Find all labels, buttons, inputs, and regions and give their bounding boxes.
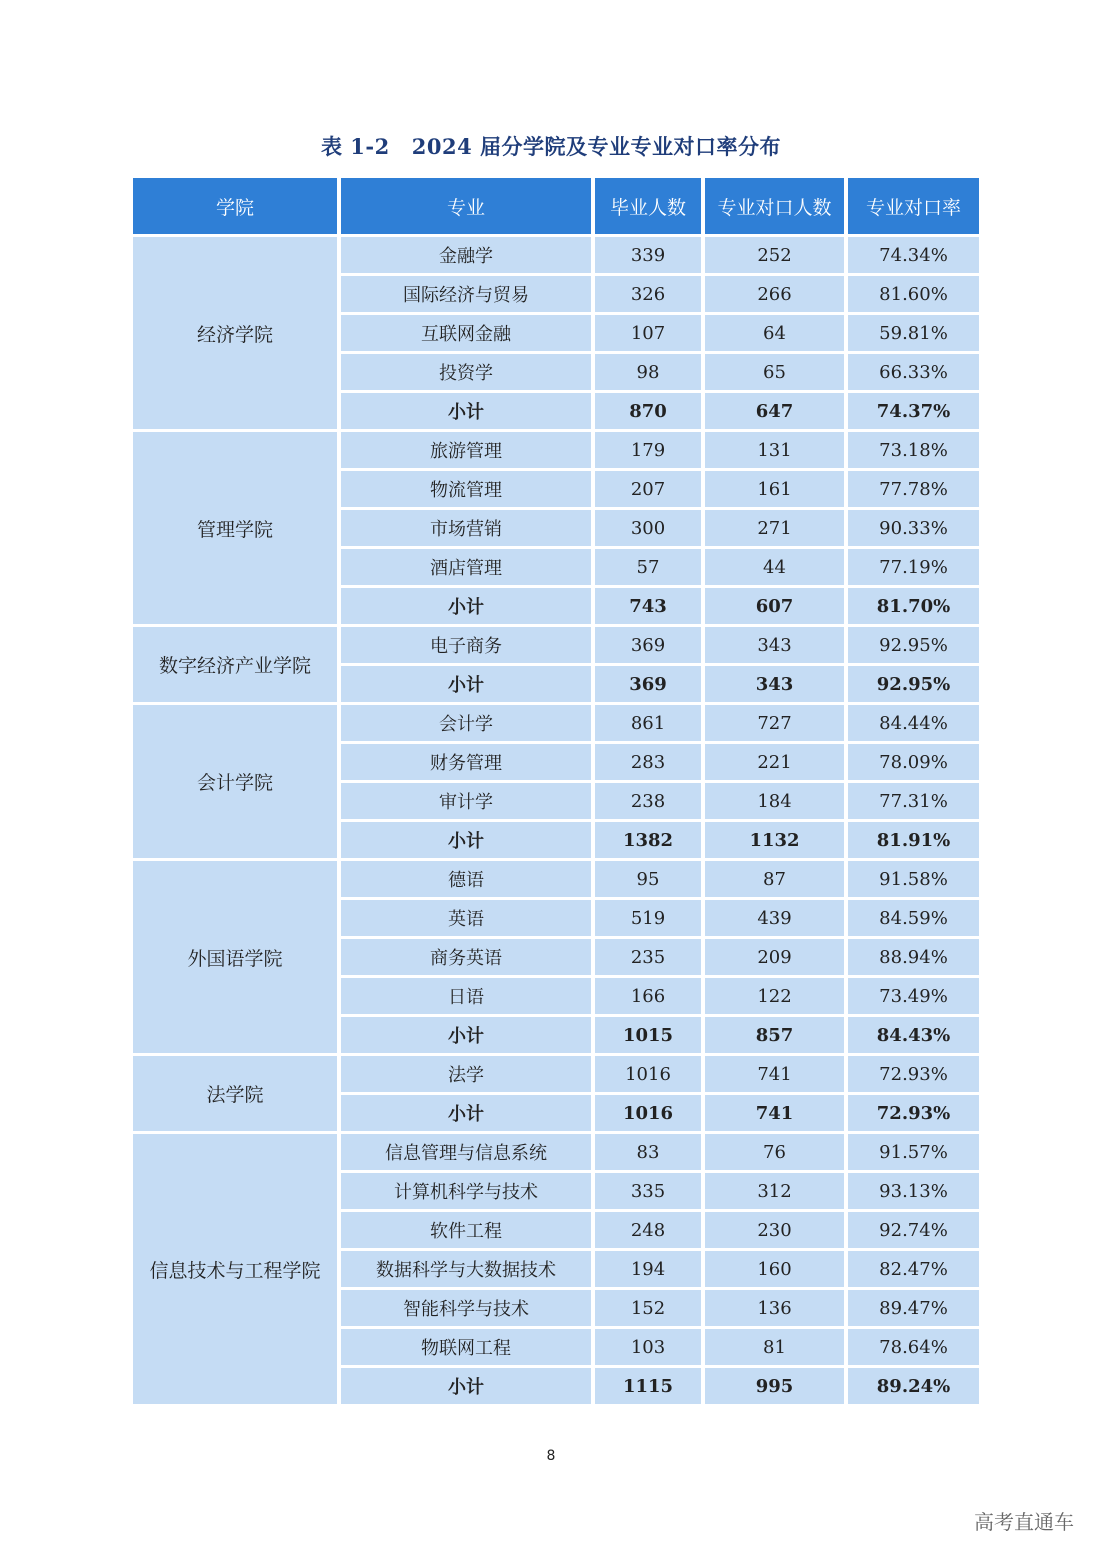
- graduates-cell: 861: [595, 705, 701, 741]
- match-rate-cell: 66.33%: [848, 354, 979, 390]
- table-title-text: 2024 届分学院及专业专业对口率分布: [411, 134, 782, 159]
- table-row: [133, 1134, 979, 1170]
- major-cell: 信息管理与信息系统: [341, 1134, 591, 1170]
- graduates-cell: 519: [595, 900, 701, 936]
- major-cell: 金融学: [341, 237, 591, 273]
- table-row: [133, 627, 979, 663]
- table-row: [133, 1056, 979, 1092]
- matched-cell: 727: [705, 705, 844, 741]
- major-cell: 国际经济与贸易: [341, 276, 591, 312]
- matched-cell: 64: [705, 315, 844, 351]
- table-row: [133, 237, 979, 273]
- graduates-cell: 57: [595, 549, 701, 585]
- matched-cell: 209: [705, 939, 844, 975]
- header-match-rate: 专业对口率: [848, 178, 979, 234]
- major-cell: 市场营销: [341, 510, 591, 546]
- subtotal-graduates-cell: 743: [595, 588, 701, 624]
- match-rate-cell: 91.58%: [848, 861, 979, 897]
- subtotal-rate-cell: 92.95%: [848, 666, 979, 702]
- table-row: [133, 861, 979, 897]
- match-rate-cell: 73.18%: [848, 432, 979, 468]
- major-cell: 物流管理: [341, 471, 591, 507]
- match-rate-cell: 77.19%: [848, 549, 979, 585]
- table-title: [0, 131, 1102, 161]
- subtotal-rate-cell: 72.93%: [848, 1095, 979, 1131]
- header-matched: 专业对口人数: [705, 178, 844, 234]
- major-cell: 互联网金融: [341, 315, 591, 351]
- college-name-cell: 管理学院: [133, 432, 337, 624]
- graduates-cell: 194: [595, 1251, 701, 1287]
- subtotal-graduates-cell: 369: [595, 666, 701, 702]
- subtotal-label-cell: 小计: [341, 666, 591, 702]
- graduates-cell: 98: [595, 354, 701, 390]
- graduates-cell: 179: [595, 432, 701, 468]
- subtotal-matched-cell: 995: [705, 1368, 844, 1404]
- match-rate-cell: 84.44%: [848, 705, 979, 741]
- major-cell: 审计学: [341, 783, 591, 819]
- match-rate-cell: 89.47%: [848, 1290, 979, 1326]
- matched-cell: 76: [705, 1134, 844, 1170]
- subtotal-label-cell: 小计: [341, 1095, 591, 1131]
- header-college: 学院: [133, 178, 337, 234]
- graduates-cell: 103: [595, 1329, 701, 1365]
- graduates-cell: 369: [595, 627, 701, 663]
- subtotal-graduates-cell: 870: [595, 393, 701, 429]
- college-name-cell: 法学院: [133, 1056, 337, 1131]
- major-cell: 商务英语: [341, 939, 591, 975]
- graduates-cell: 300: [595, 510, 701, 546]
- graduates-cell: 83: [595, 1134, 701, 1170]
- graduates-cell: 248: [595, 1212, 701, 1248]
- major-cell: 电子商务: [341, 627, 591, 663]
- subtotal-graduates-cell: 1015: [595, 1017, 701, 1053]
- match-rate-cell: 88.94%: [848, 939, 979, 975]
- major-cell: 软件工程: [341, 1212, 591, 1248]
- match-rate-cell: 82.47%: [848, 1251, 979, 1287]
- matched-cell: 439: [705, 900, 844, 936]
- graduates-cell: 166: [595, 978, 701, 1014]
- graduates-cell: 207: [595, 471, 701, 507]
- graduates-cell: 283: [595, 744, 701, 780]
- match-rate-cell: 78.09%: [848, 744, 979, 780]
- matched-cell: 161: [705, 471, 844, 507]
- subtotal-rate-cell: 89.24%: [848, 1368, 979, 1404]
- matched-cell: 271: [705, 510, 844, 546]
- match-rate-cell: 72.93%: [848, 1056, 979, 1092]
- match-rate-cell: 77.31%: [848, 783, 979, 819]
- match-rate-cell: 74.34%: [848, 237, 979, 273]
- subtotal-label-cell: 小计: [341, 393, 591, 429]
- subtotal-label-cell: 小计: [341, 1368, 591, 1404]
- subtotal-matched-cell: 857: [705, 1017, 844, 1053]
- table-body: [133, 237, 979, 1404]
- match-rate-cell: 92.95%: [848, 627, 979, 663]
- subtotal-matched-cell: 647: [705, 393, 844, 429]
- graduates-cell: 152: [595, 1290, 701, 1326]
- college-name-cell: 经济学院: [133, 237, 337, 429]
- college-name-cell: 会计学院: [133, 705, 337, 858]
- major-match-table: [129, 175, 983, 1407]
- major-cell: 英语: [341, 900, 591, 936]
- matched-cell: 343: [705, 627, 844, 663]
- matched-cell: 221: [705, 744, 844, 780]
- matched-cell: 230: [705, 1212, 844, 1248]
- matched-cell: 87: [705, 861, 844, 897]
- major-cell: 会计学: [341, 705, 591, 741]
- subtotal-rate-cell: 84.43%: [848, 1017, 979, 1053]
- major-cell: 智能科学与技术: [341, 1290, 591, 1326]
- major-cell: 酒店管理: [341, 549, 591, 585]
- match-rate-cell: 91.57%: [848, 1134, 979, 1170]
- matched-cell: 312: [705, 1173, 844, 1209]
- major-cell: 计算机科学与技术: [341, 1173, 591, 1209]
- page-number: 8: [546, 1448, 556, 1464]
- matched-cell: 44: [705, 549, 844, 585]
- major-cell: 财务管理: [341, 744, 591, 780]
- subtotal-label-cell: 小计: [341, 1017, 591, 1053]
- subtotal-graduates-cell: 1115: [595, 1368, 701, 1404]
- matched-cell: 81: [705, 1329, 844, 1365]
- matched-cell: 136: [705, 1290, 844, 1326]
- header-graduates: 毕业人数: [595, 178, 701, 234]
- matched-cell: 122: [705, 978, 844, 1014]
- graduates-cell: 235: [595, 939, 701, 975]
- major-cell: 法学: [341, 1056, 591, 1092]
- graduates-cell: 95: [595, 861, 701, 897]
- match-rate-cell: 93.13%: [848, 1173, 979, 1209]
- subtotal-matched-cell: 1132: [705, 822, 844, 858]
- match-rate-cell: 84.59%: [848, 900, 979, 936]
- matched-cell: 65: [705, 354, 844, 390]
- match-rate-cell: 77.78%: [848, 471, 979, 507]
- match-rate-cell: 59.81%: [848, 315, 979, 351]
- graduates-cell: 326: [595, 276, 701, 312]
- college-name-cell: 信息技术与工程学院: [133, 1134, 337, 1404]
- subtotal-graduates-cell: 1382: [595, 822, 701, 858]
- matched-cell: 741: [705, 1056, 844, 1092]
- major-cell: 德语: [341, 861, 591, 897]
- major-cell: 投资学: [341, 354, 591, 390]
- subtotal-label-cell: 小计: [341, 822, 591, 858]
- college-name-cell: 外国语学院: [133, 861, 337, 1053]
- matched-cell: 160: [705, 1251, 844, 1287]
- major-cell: 物联网工程: [341, 1329, 591, 1365]
- match-rate-cell: 78.64%: [848, 1329, 979, 1365]
- table-row: [133, 705, 979, 741]
- subtotal-matched-cell: 607: [705, 588, 844, 624]
- major-cell: 日语: [341, 978, 591, 1014]
- subtotal-label-cell: 小计: [341, 588, 591, 624]
- table-row: [133, 432, 979, 468]
- college-name-cell: 数字经济产业学院: [133, 627, 337, 702]
- matched-cell: 131: [705, 432, 844, 468]
- major-cell: 旅游管理: [341, 432, 591, 468]
- subtotal-matched-cell: 343: [705, 666, 844, 702]
- subtotal-graduates-cell: 1016: [595, 1095, 701, 1131]
- match-rate-cell: 90.33%: [848, 510, 979, 546]
- match-rate-cell: 92.74%: [848, 1212, 979, 1248]
- graduates-cell: 335: [595, 1173, 701, 1209]
- graduates-cell: 339: [595, 237, 701, 273]
- table-number: 表 1-2: [320, 134, 390, 159]
- match-rate-cell: 73.49%: [848, 978, 979, 1014]
- subtotal-rate-cell: 81.91%: [848, 822, 979, 858]
- watermark: 高考直通车: [974, 1510, 1074, 1534]
- graduates-cell: 1016: [595, 1056, 701, 1092]
- matched-cell: 266: [705, 276, 844, 312]
- subtotal-rate-cell: 81.70%: [848, 588, 979, 624]
- header-major: 专业: [341, 178, 591, 234]
- header-row: [133, 178, 979, 234]
- matched-cell: 184: [705, 783, 844, 819]
- match-rate-cell: 81.60%: [848, 276, 979, 312]
- graduates-cell: 238: [595, 783, 701, 819]
- subtotal-rate-cell: 74.37%: [848, 393, 979, 429]
- major-cell: 数据科学与大数据技术: [341, 1251, 591, 1287]
- matched-cell: 252: [705, 237, 844, 273]
- graduates-cell: 107: [595, 315, 701, 351]
- subtotal-matched-cell: 741: [705, 1095, 844, 1131]
